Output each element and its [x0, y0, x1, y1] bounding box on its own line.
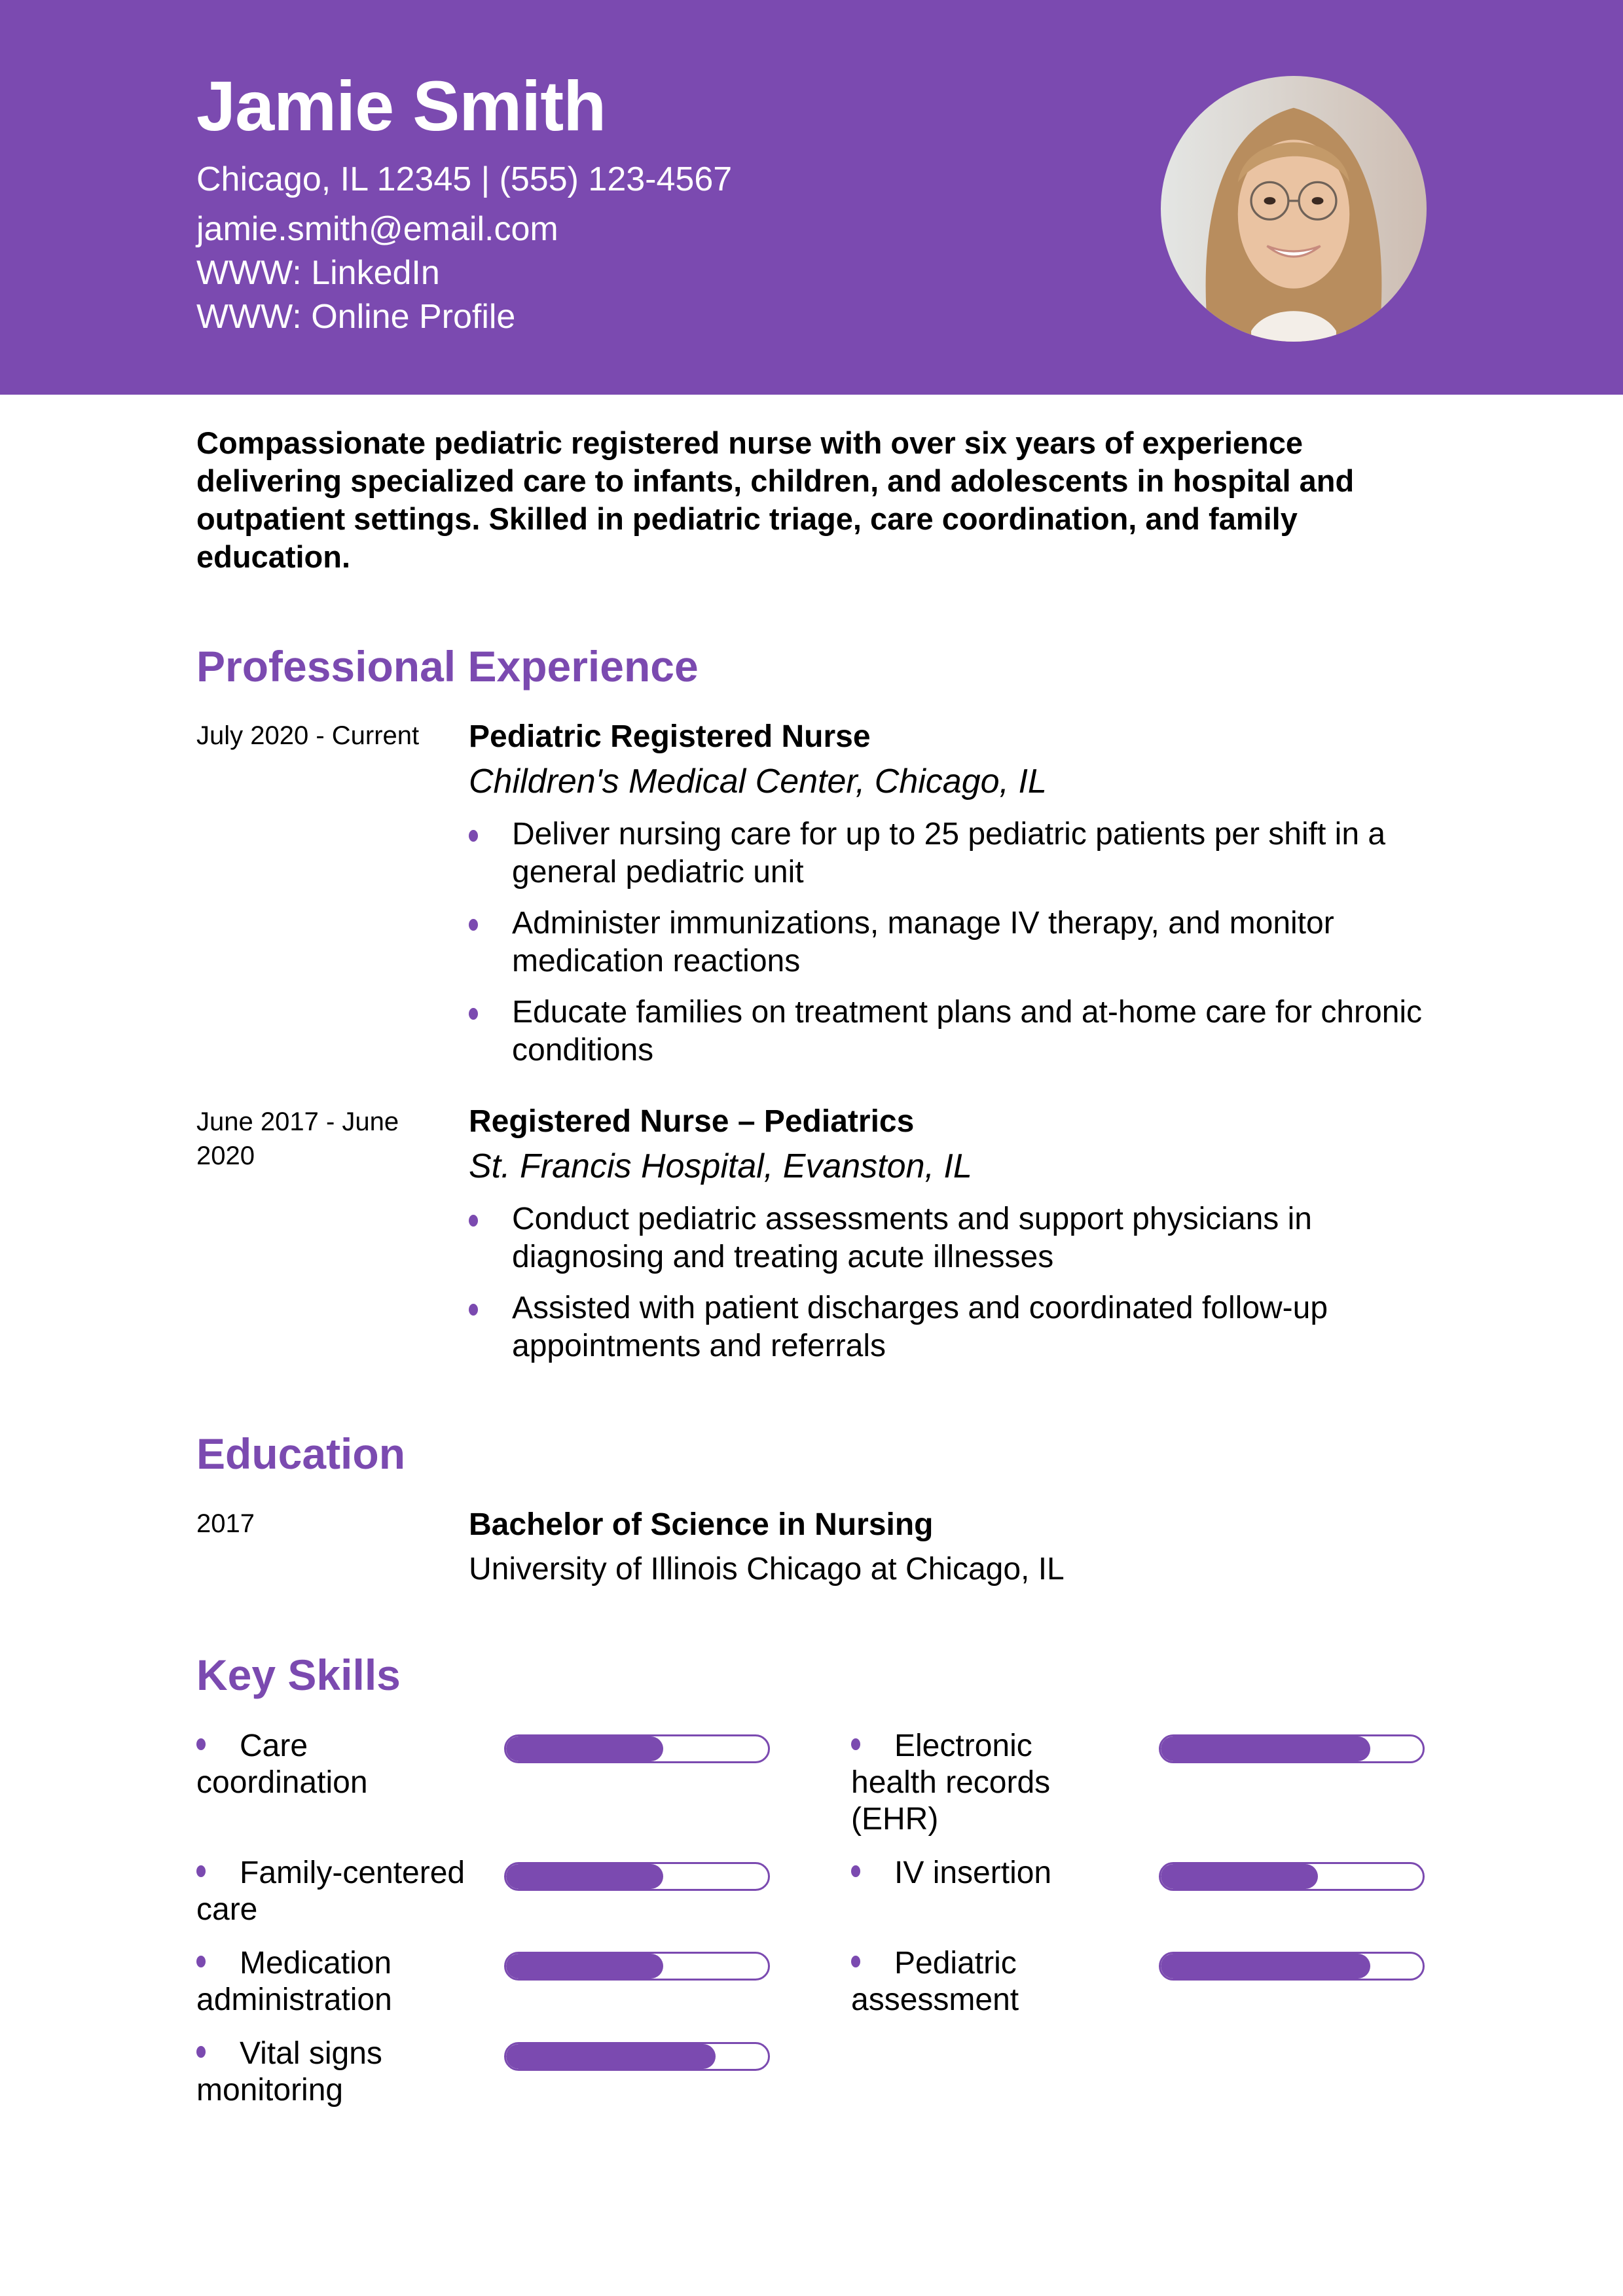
skill-item	[196, 1728, 471, 1801]
bullet-text: Educate families on treatment plans and at-home care for chronic conditions	[512, 995, 1423, 1067]
location-phone: Chicago, IL 12345 | (555) 123-4567	[196, 160, 733, 198]
section-title-skills: Key Skills	[196, 1651, 401, 1699]
bullet-text: Assisted with patient discharges and coordinated follow-up appointments and referrals	[512, 1291, 1328, 1363]
skill-level-fill	[1161, 1736, 1370, 1761]
list-item	[469, 1200, 1438, 1276]
job-company: Children's Medical Center, Chicago, IL	[469, 762, 1047, 800]
skill-level-bar	[504, 1862, 770, 1891]
list-item	[469, 1289, 1438, 1365]
skill-level-bar	[504, 1952, 770, 1981]
profile-photo-icon	[1161, 76, 1427, 342]
skill-name: Family-centered care	[196, 1856, 465, 1927]
job-company: St. Francis Hospital, Evanston, IL	[469, 1147, 972, 1185]
skill-name: Care coordination	[196, 1729, 368, 1800]
skill-level-bar	[504, 2042, 770, 2071]
bullet-icon	[196, 1956, 206, 1967]
bullet-icon	[469, 1008, 478, 1020]
skill-item	[196, 1945, 471, 2018]
education-year: 2017	[196, 1509, 255, 1538]
section-title-education: Education	[196, 1429, 406, 1478]
bullet-icon	[851, 1738, 860, 1750]
skill-level-fill	[506, 1736, 663, 1761]
skill-item	[851, 1855, 1126, 1892]
job-title: Registered Nurse – Pediatrics	[469, 1104, 915, 1139]
skill-item	[196, 1855, 471, 1928]
skill-name: Electronic health records (EHR)	[851, 1729, 1051, 1837]
job-title: Pediatric Registered Nurse	[469, 719, 871, 754]
candidate-name: Jamie Smith	[196, 66, 606, 145]
bullet-icon	[196, 1865, 206, 1877]
bullet-icon	[196, 2046, 206, 2058]
bullet-icon	[469, 1304, 478, 1316]
list-item	[469, 816, 1438, 891]
skill-level-fill	[1161, 1954, 1370, 1979]
bullet-icon	[851, 1956, 860, 1967]
linkedin-link[interactable]: WWW: LinkedIn	[196, 254, 440, 292]
bullet-text: Deliver nursing care for up to 25 pediatric patients per shift in a general pediatric unit	[512, 817, 1386, 889]
online-profile-link[interactable]: WWW: Online Profile	[196, 298, 516, 336]
email-link[interactable]: jamie.smith@email.com	[196, 210, 558, 248]
skill-item	[196, 2036, 471, 2109]
job-bullets	[469, 816, 1438, 1083]
bullet-icon	[851, 1865, 860, 1877]
bullet-icon	[196, 1738, 206, 1750]
skill-level-fill	[1161, 1864, 1318, 1889]
skill-level-fill	[506, 1954, 663, 1979]
list-item	[469, 994, 1438, 1069]
education-degree: Bachelor of Science in Nursing	[469, 1507, 934, 1542]
bullet-text: Administer immunizations, manage IV therapy, and monitor medication reactions	[512, 906, 1334, 978]
section-title-experience: Professional Experience	[196, 642, 699, 691]
skill-name: Medication administration	[196, 1946, 392, 2017]
job-dates: June 2017 - June 2020	[196, 1107, 399, 1170]
skill-level-bar	[504, 1734, 770, 1763]
education-school: University of Illinois Chicago at Chicago, IL	[469, 1552, 1065, 1587]
bullet-text: Conduct pediatric assessments and support physicians in diagnosing and treating acute illnesses	[512, 1202, 1312, 1274]
job-bullets	[469, 1200, 1438, 1378]
bullet-icon	[469, 1215, 478, 1227]
skill-level-fill	[506, 2044, 716, 2069]
resume-header	[0, 0, 1623, 395]
skill-name: Vital signs monitoring	[196, 2036, 382, 2108]
skill-level-bar	[1159, 1862, 1425, 1891]
profile-photo	[1161, 76, 1427, 342]
bullet-icon	[469, 919, 478, 931]
skill-name: IV insertion	[894, 1856, 1052, 1890]
list-item	[469, 905, 1438, 980]
skill-name: Pediatric assessment	[851, 1946, 1019, 2017]
skill-level-bar	[1159, 1734, 1425, 1763]
skill-level-bar	[1159, 1952, 1425, 1981]
skill-level-fill	[506, 1864, 663, 1889]
bullet-icon	[469, 830, 478, 842]
job-dates: July 2020 - Current	[196, 721, 420, 750]
professional-summary: Compassionate pediatric registered nurse with over six years of experience delivering specialized care to infants, children, and adolescents in hospital and outpatient settings. Skilled in pediatric triage, care coordination, and family education.	[196, 425, 1355, 574]
skill-item	[851, 1945, 1126, 2018]
skill-item	[851, 1728, 1126, 1838]
